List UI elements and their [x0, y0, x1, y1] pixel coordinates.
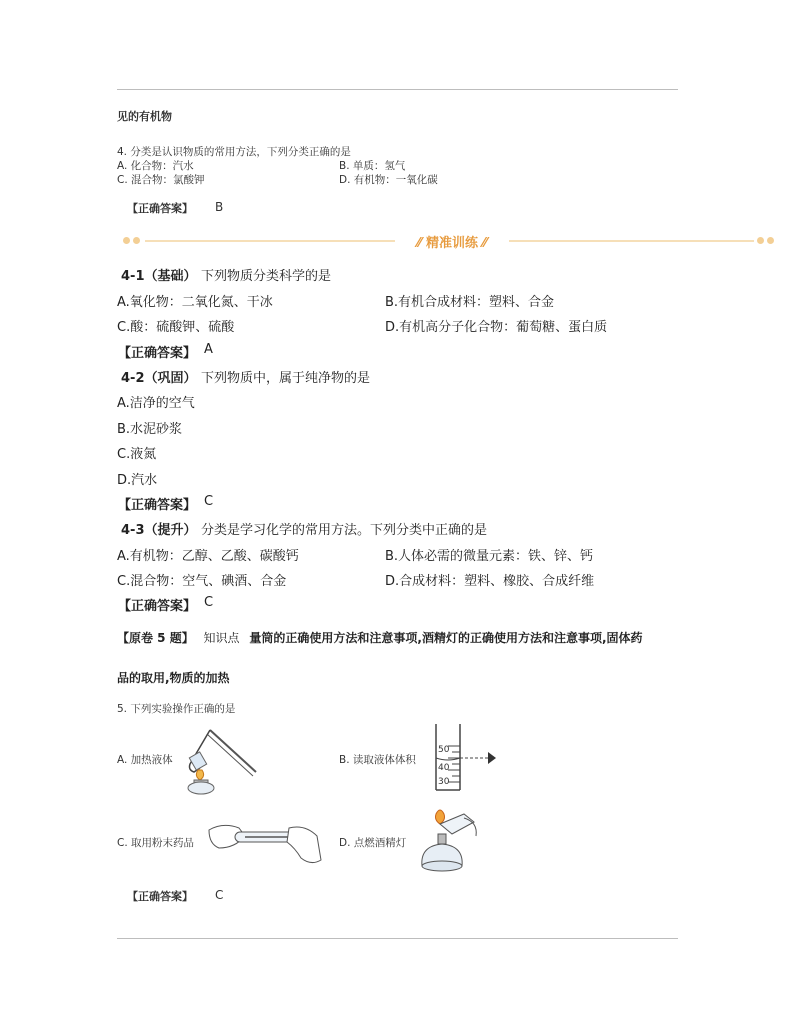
q5-option-b: B. 读取液体体积 — [339, 754, 416, 766]
knowledge-point-line2: 品的取用,物质的加热 — [117, 671, 230, 685]
original-question-label: 【原卷 5 题】 — [117, 631, 194, 645]
powder-sampling-illustration — [205, 808, 325, 870]
banner-line-left — [145, 240, 395, 242]
q4-2-answer: C — [204, 494, 214, 509]
q4-option-c: C. 混合物：氯酸钾 — [117, 174, 205, 186]
banner-dot — [123, 237, 130, 244]
banner-line-right — [509, 240, 754, 242]
q4-option-b: B. 单质：氢气 — [339, 160, 406, 172]
q4-3-option-b: B.人体必需的微量元素：铁、锌、钙 — [385, 549, 594, 564]
eye-icon — [488, 752, 496, 764]
cylinder-tick-label: 30 — [438, 777, 450, 787]
q4-1-option-d: D.有机高分子化合物：葡萄糖、蛋白质 — [385, 320, 608, 335]
banner-dot — [767, 237, 774, 244]
heating-liquid-illustration — [180, 724, 265, 796]
q4-3-answer: C — [204, 595, 214, 610]
cylinder-tick-label: 50 — [438, 745, 450, 755]
cylinder-tick-label: 40 — [438, 763, 450, 773]
q4-2-option-d: D.汽水 — [117, 473, 158, 488]
q4-3-option-d: D.合成材料：塑料、橡胶、合成纤维 — [385, 574, 595, 589]
banner-dot — [133, 237, 140, 244]
q5-option-d: D. 点燃酒精灯 — [339, 837, 407, 849]
q4-answer: B — [215, 200, 224, 214]
q5-stem: 5. 下列实验操作正确的是 — [117, 703, 236, 715]
banner-slash-icon: ⁄⁄ — [478, 236, 487, 251]
q4-1-answer: A — [204, 342, 213, 357]
bottom-divider — [117, 938, 678, 939]
q4-stem: 4. 分类是认识物质的常用方法，下列分类正确的是 — [117, 146, 351, 158]
knowledge-point-line1: 量筒的正确使用方法和注意事项,酒精灯的正确使用方法和注意事项,固体药 — [249, 631, 643, 645]
q5-answer: C — [215, 888, 224, 902]
q4-3-stem: 分类是学习化学的常用方法。下列分类中正确的是 — [201, 523, 488, 538]
q4-2-option-b: B.水泥砂浆 — [117, 422, 183, 437]
q5-answer-label: 【正确答案】 — [127, 890, 193, 903]
q4-2-option-a: A.洁净的空气 — [117, 396, 195, 411]
q4-2-answer-label: 【正确答案】 — [118, 498, 197, 513]
q4-option-d: D. 有机物：一氧化碳 — [339, 174, 438, 186]
q4-2-option-c: C.液氮 — [117, 447, 157, 462]
banner-dot — [757, 237, 764, 244]
q4-1-option-a: A.氧化物：二氧化氮、干冰 — [117, 295, 273, 310]
measuring-cylinder-illustration — [430, 722, 500, 792]
banner-title: ⁄⁄ 精准训练 ⁄⁄ — [417, 236, 487, 251]
q4-3-option-c: C.混合物：空气、碘酒、合金 — [117, 574, 287, 589]
section-heading-fragment: 见的有机物 — [117, 110, 172, 123]
q4-1-tag: 4-1（基础） — [121, 269, 197, 284]
q4-3-tag: 4-3（提升） — [121, 523, 197, 538]
q4-option-a: A. 化合物：汽水 — [117, 160, 194, 172]
q4-3-answer-label: 【正确答案】 — [118, 599, 197, 614]
top-divider — [117, 89, 678, 90]
q4-2-stem: 下列物质中，属于纯净物的是 — [201, 371, 371, 386]
knowledge-point-label: 知识点 — [203, 631, 240, 645]
q4-2-tag: 4-2（巩固） — [121, 371, 197, 386]
original-question-header — [117, 629, 643, 646]
q4-answer-label: 【正确答案】 — [127, 202, 193, 215]
q4-1-stem: 下列物质分类科学的是 — [201, 269, 332, 284]
alcohol-lamp-illustration — [412, 804, 484, 876]
q4-3-option-a: A.有机物：乙醇、乙酸、碳酸钙 — [117, 549, 299, 564]
q4-1-option-c: C.酸：硫酸钾、硫酸 — [117, 320, 235, 335]
section-banner — [117, 232, 772, 250]
banner-slash-icon: ⁄⁄ — [417, 236, 426, 251]
q5-option-c: C. 取用粉末药品 — [117, 837, 195, 849]
q4-1-option-b: B.有机合成材料：塑料、合金 — [385, 295, 555, 310]
q4-1-answer-label: 【正确答案】 — [118, 346, 197, 361]
q5-option-a: A. 加热液体 — [117, 754, 173, 766]
